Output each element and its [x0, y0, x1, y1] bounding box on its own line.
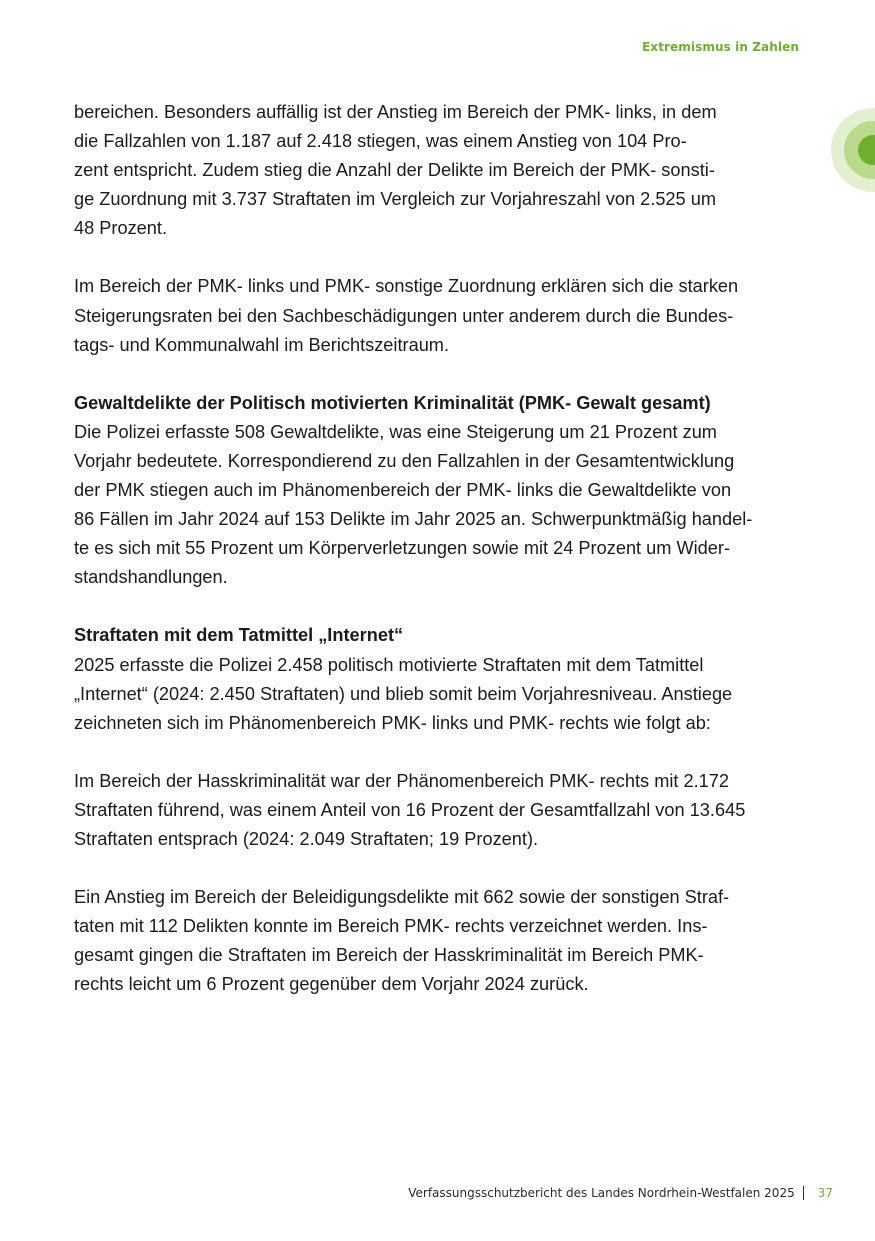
page-footer [408, 1186, 833, 1200]
text-line: standshandlungen. [74, 567, 228, 588]
footer-publication-title: Verfassungsschutzbericht des Landes Nordrhein-Westfalen 2025 [408, 1186, 795, 1200]
text-line: te es sich mit 55 Prozent um Körperverletzungen sowie mit 24 Prozent um Wider- [74, 538, 731, 559]
text-line: 2025 erfasste die Polizei 2.458 politisch motivierte Straftaten mit dem Tatmittel [74, 654, 704, 675]
paragraph [74, 272, 802, 359]
text-line: Straftaten führend, was einem Anteil von 16 Prozent der Gesamtfallzahl von 13.645 [74, 799, 746, 820]
text-line: der PMK stiegen auch im Phänomenbereich der PMK- links die Gewaltdelikte von [74, 480, 732, 501]
text-line: tags- und Kommunalwahl im Berichtszeitraum. [74, 334, 450, 355]
text-line: Vorjahr bedeutete. Korrespondierend zu den Fallzahlen in der Gesamtentwicklung [74, 450, 735, 471]
text-line: die Fallzahlen von 1.187 auf 2.418 stiegen, was einem Anstieg von 104 Pro- [74, 131, 687, 152]
text-line: rechts leicht um 6 Prozent gegenüber dem Vorjahr 2024 zurück. [74, 974, 589, 995]
paragraph [74, 621, 802, 737]
text-line: Im Bereich der PMK- links und PMK- sonstige Zuordnung erklären sich die starken [74, 276, 739, 297]
paragraph [74, 767, 802, 854]
text-line: Ein Anstieg im Bereich der Beleidigungsdelikte mit 662 sowie der sonstigen Straf- [74, 887, 730, 908]
section-heading: Straftaten mit dem Tatmittel „Internet“ [74, 625, 404, 646]
text-line: zent entspricht. Zudem stieg die Anzahl der Delikte im Bereich der PMK- sonsti- [74, 160, 715, 181]
section-heading: Gewaltdelikte der Politisch motivierten Kriminalität (PMK- Gewalt gesamt) [74, 392, 711, 413]
text-line: Im Bereich der Hasskriminalität war der Phänomenbereich PMK- rechts mit 2.172 [74, 770, 730, 791]
paragraph [74, 883, 802, 999]
footer-separator [803, 1186, 804, 1200]
text-line: Die Polizei erfasste 508 Gewaltdelikte, was eine Steigerung um 21 Prozent zum [74, 421, 717, 442]
text-line: gesamt gingen die Straftaten im Bereich der Hasskriminalität im Bereich PMK- [74, 945, 704, 966]
text-line: bereichen. Besonders auffällig ist der Anstieg im Bereich der PMK- links, in dem [74, 102, 717, 122]
text-line: 86 Fällen im Jahr 2024 auf 153 Delikte im Jahr 2025 an. Schwerpunktmäßig handel- [74, 509, 753, 530]
chapter-marker-circle [831, 108, 875, 192]
text-line: „Internet“ (2024: 2.450 Straftaten) und blieb somit beim Vorjahresniveau. Anstiege [74, 683, 733, 704]
page-number: 37 [817, 1186, 833, 1200]
text-line: Straftaten entsprach (2024: 2.049 Straftaten; 19 Prozent). [74, 828, 539, 849]
text-line: ge Zuordnung mit 3.737 Straftaten im Vergleich zur Vorjahreszahl von 2.525 um [74, 189, 716, 210]
text-line: 48 Prozent. [74, 218, 168, 239]
running-header-section-title: Extremismus in Zahlen [642, 40, 799, 54]
text-line: zeichneten sich im Phänomenbereich PMK- links und PMK- rechts wie folgt ab: [74, 712, 711, 733]
paragraph [74, 389, 802, 593]
text-line: taten mit 112 Delikten konnte im Bereich PMK- rechts verzeichnet werden. Ins- [74, 916, 708, 937]
paragraph [74, 98, 802, 243]
body-text [74, 98, 802, 1028]
text-line: Steigerungsraten bei den Sachbeschädigungen unter anderem durch die Bundes- [74, 305, 734, 326]
